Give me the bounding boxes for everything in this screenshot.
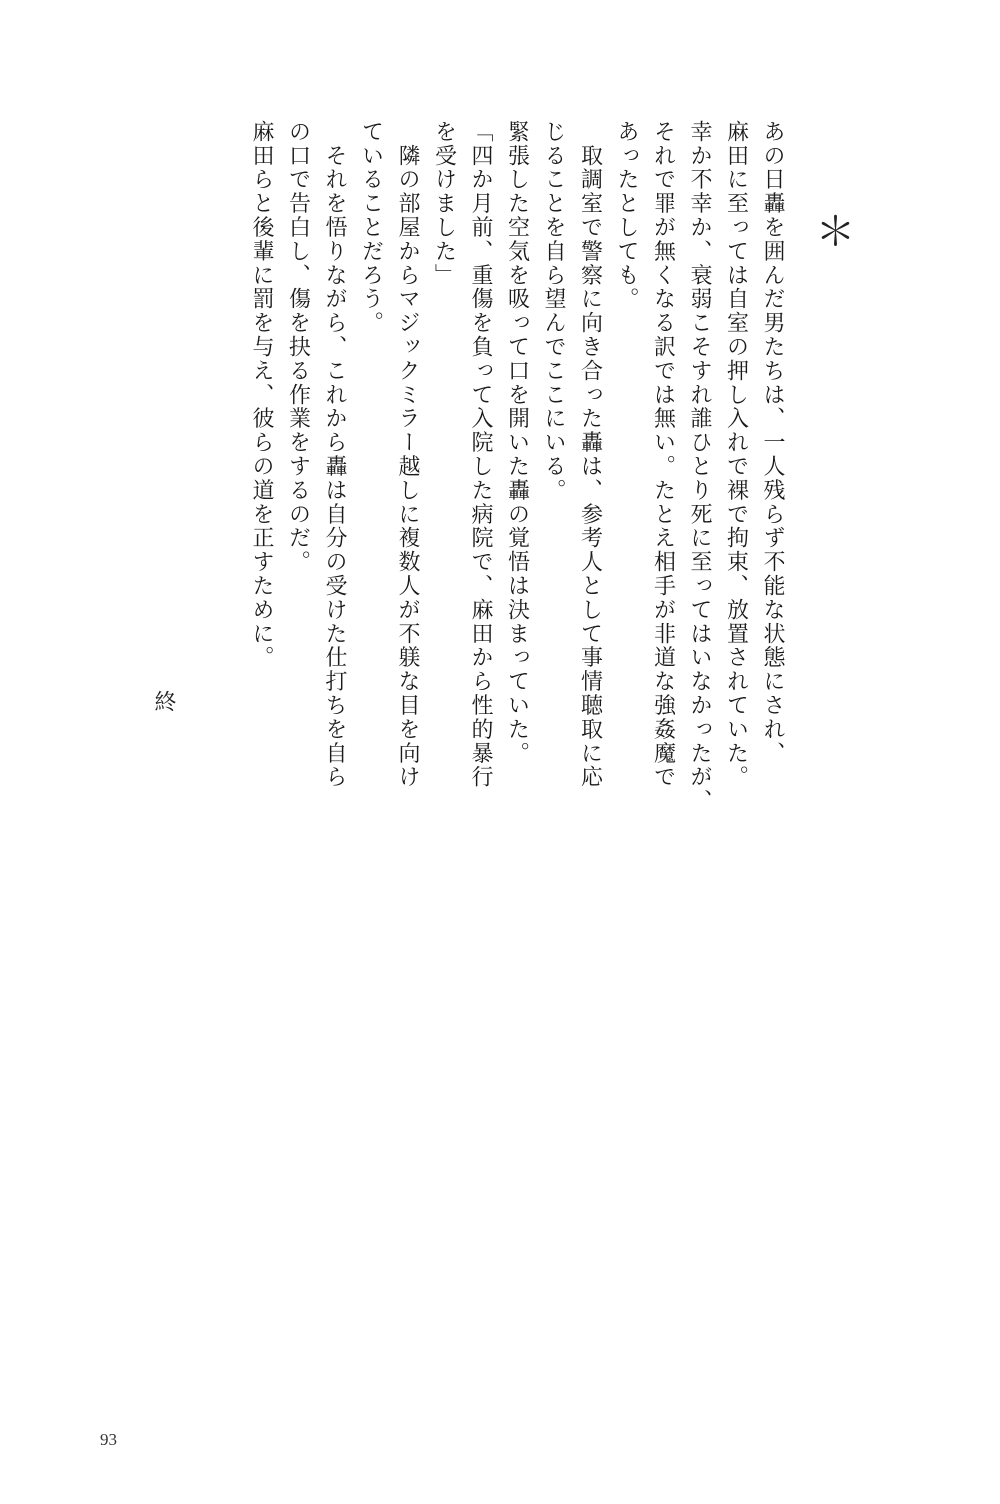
- text-line: 幸か不幸か、衰弱こそすれ誰ひとり死に至ってはいなかったが、: [687, 120, 712, 814]
- text-line: ていることだろう。: [358, 120, 384, 336]
- text-line: を受けました」: [431, 120, 457, 288]
- end-mark: 終: [151, 690, 176, 712]
- text-line: あの日轟を囲んだ男たちは、一人残らず不能な状態にされ、: [760, 120, 785, 766]
- text-line: それで罪が無くなる訳では無い。たとえ相手が非道な強姦魔で: [650, 120, 676, 790]
- page-number: 93: [100, 1430, 117, 1449]
- text-line: 緊張した空気を吸って口を開いた轟の覚悟は決まっていた。: [504, 120, 530, 766]
- text-line: あったとしても。: [614, 120, 639, 312]
- body-text: [243, 120, 791, 814]
- text-line: 麻田に至っては自室の押し入れで裸で拘束、放置されていた。: [723, 120, 749, 790]
- text-line: 取調室で警察に向き合った轟は、参考人として事情聴取に応: [577, 120, 603, 790]
- text-line: それを悟りながら、これから轟は自分の受けた仕打ちを自ら: [322, 120, 347, 790]
- text-line: 麻田らと後輩に罰を与え、彼らの道を正すために。: [249, 120, 274, 670]
- text-line: 隣の部屋からマジックミラー越しに複数人が不躾な目を向け: [395, 120, 420, 790]
- text-line: 「四か月前、重傷を負って入院した病院で、麻田から性的暴行: [468, 120, 493, 790]
- scene-separator: ＊: [809, 210, 855, 250]
- text-line: の口で告白し、傷を抉る作業をするのだ。: [285, 120, 311, 575]
- text-line: じることを自ら望んでここにいる。: [541, 120, 566, 503]
